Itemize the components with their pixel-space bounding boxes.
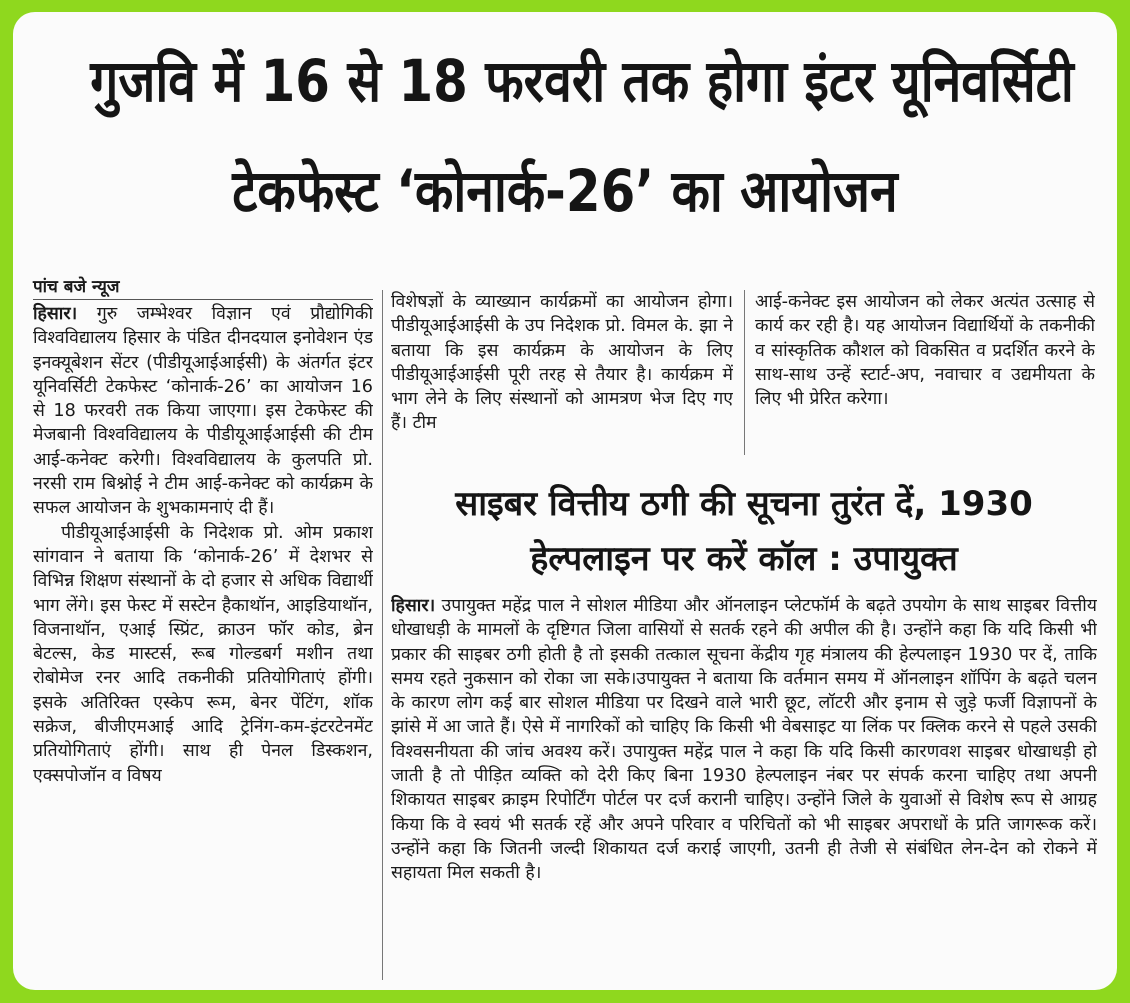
article1-paragraph-1: गुरु जम्भेश्वर विज्ञान एवं प्रौद्योगिकी विश्वविद्यालय हिसार के पंडित दीनदयाल इनोवेशन एंड इनक्यूबेशन सेंटर (पीडीयूआईआईसी) के अंतर्गत इंटर यूनिवर्सिटी टेकफेस्ट ‘कोनार्क-26’ का आयोजन 16 से 18 फरवरी तक किया जाएगा। इस टेकफेस्ट की मेजबानी विश्वविद्यालय के पीडीयूआईआईसी की टीम आई-कनेक्ट करेगी। विश्वविद्यालय के कुलपति प्रो. नरसी राम बिश्नोई ने टीम आई-कनेक्ट को कार्यक्रम के सफल आयोजन के शुभकामनाएं दी हैं। [33,304,373,519]
article1-paragraph-4: आई-कनेक्ट इस आयोजन को लेकर अत्यंत उत्साह से कार्य कर रही है। यह आयोजन विद्यार्थियों के तकनीकी व सांस्कृतिक कौशल को विकसित व प्रदर्शित करने के साथ-साथ उन्हें स्टार्ट-अप, नवाचार व उद्यमीयता के लिए भी प्रेरित करेगा। [755,292,1095,410]
article1-paragraph-2: पीडीयूआईआईसी के निदेशक प्रो. ओम प्रकाश सांगवान ने बताया कि ‘कोनार्क-26’ में देशभर से विभिन्न शिक्षण संस्थानों के दो हजार से अधिक विद्यार्थी भाग लेंगे। इस फेस्ट में सस्टेन हैकाथॉन, आइडियाथॉन, विजनाथॉन, एआई स्प्रिंट, क्राउन फॉर कोड, ब्रेन बेटल्स, केड मास्टर्स, रूब गोल्डबर्ग मशीन तथा रोबोमेज रनर आदि तकनीकी प्रतियोगिताएं होंगी। इसके अतिरिक्त एस्केप रूम, बेनर पेंटिंग, शॉक सक्रेज, बीजीएमआई आदि ट्रेनिंग-कम-इंटरटेनमेंट प्रतियोगिताएं होंगी। साथ ही पेनल डिस्कशन, एक्सपोजॉन व विषय [33,522,373,786]
newspaper-clipping [13,12,1117,990]
main-headline-line-2: टेकफेस्ट ‘कोनार्क-26’ का आयोजन [232,157,898,225]
article1-column-3 [755,290,1095,460]
article1-dateline: हिसार। [33,304,78,324]
byline: पांच बजे न्यूज [33,277,120,297]
column-divider [382,290,383,980]
article2-headline-line-2: हेल्पलाइन पर करें कॉल : उपायुक्त [530,539,958,579]
article2-headline-line-1: साइबर वित्तीय ठगी की सूचना तुरंत दें, 1930 [455,484,1033,524]
article1-column-2 [391,290,733,460]
byline-divider [33,299,373,300]
main-headline-line-1: गुजवि में 16 से 18 फरवरी तक होगा इंटर यूनिवर्सिटी [90,47,1074,115]
article2-body [391,594,1097,989]
article1-column-1 [33,302,373,987]
article2-paragraph: उपायुक्त महेंद्र पाल ने सोशल मीडिया और ऑनलाइन प्लेटफॉर्म के बढ़ते उपयोग के साथ साइबर वित्तीय धोखाधड़ी के मामलों के दृष्टिगत जिला वासियों से सतर्क रहने की अपील की है। उन्होंने कहा कि यदि किसी भी प्रकार की साइबर ठगी होती है तो इसकी तत्काल सूचना केंद्रीय गृह मंत्रालय की हेल्पलाइन 1930 पर दें, ताकि समय रहते नुकसान को रोका जा सके।उपायुक्त ने बताया कि वर्तमान समय में ऑनलाइन शॉपिंग के बढ़ते चलन के कारण लोग कई बार सोशल मीडिया पर दिखने वाले भारी छूट, लॉटरी और इनाम से जुड़े फर्जी विज्ञापनों के झांसे में आ जाते हैं। ऐसे में नागरिकों को चाहिए कि किसी भी वेबसाइट या लिंक पर क्लिक करने से पहले उसकी विश्वसनीयता की जांच अवश्य करें। उपायुक्त महेंद्र पाल ने कहा कि यदि किसी कारणवश साइबर धोखाधड़ी हो जाती है तो पीड़ित व्यक्ति को देरी किए बिना 1930 हेल्पलाइन नंबर पर संपर्क करना चाहिए तथा अपनी शिकायत साइबर क्राइम रिपोर्टिंग पोर्टल पर दर्ज करानी चाहिए। उन्होंने जिले के युवाओं से विशेष रूप से आग्रह किया कि वे स्वयं भी सतर्क रहें और अपने परिवार व परिचितों को भी साइबर अपराधों के प्रति जागरूक करें। उन्होंने कहा कि जितनी जल्दी शिकायत दर्ज कराई जाएगी, उतनी ही तेजी से संबंधित लेन-देन को रोकने में सहायता मिल सकती है। [391,596,1097,884]
article2-dateline: हिसार। [391,596,436,616]
column-divider [744,290,745,455]
article1-paragraph-3: विशेषज्ञों के व्याख्यान कार्यक्रमों का आयोजन होगा। पीडीयूआईआईसी के उप निदेशक प्रो. विमल के. झा ने बताया कि इस कार्यक्रम के आयोजन के लिए पीडीयूआईआईसी पूरी तरह से तैयार है। कार्यक्रम में भाग लेने के लिए संस्थानों को आमत्रण भेज दिए गए हैं। टीम [391,292,733,434]
